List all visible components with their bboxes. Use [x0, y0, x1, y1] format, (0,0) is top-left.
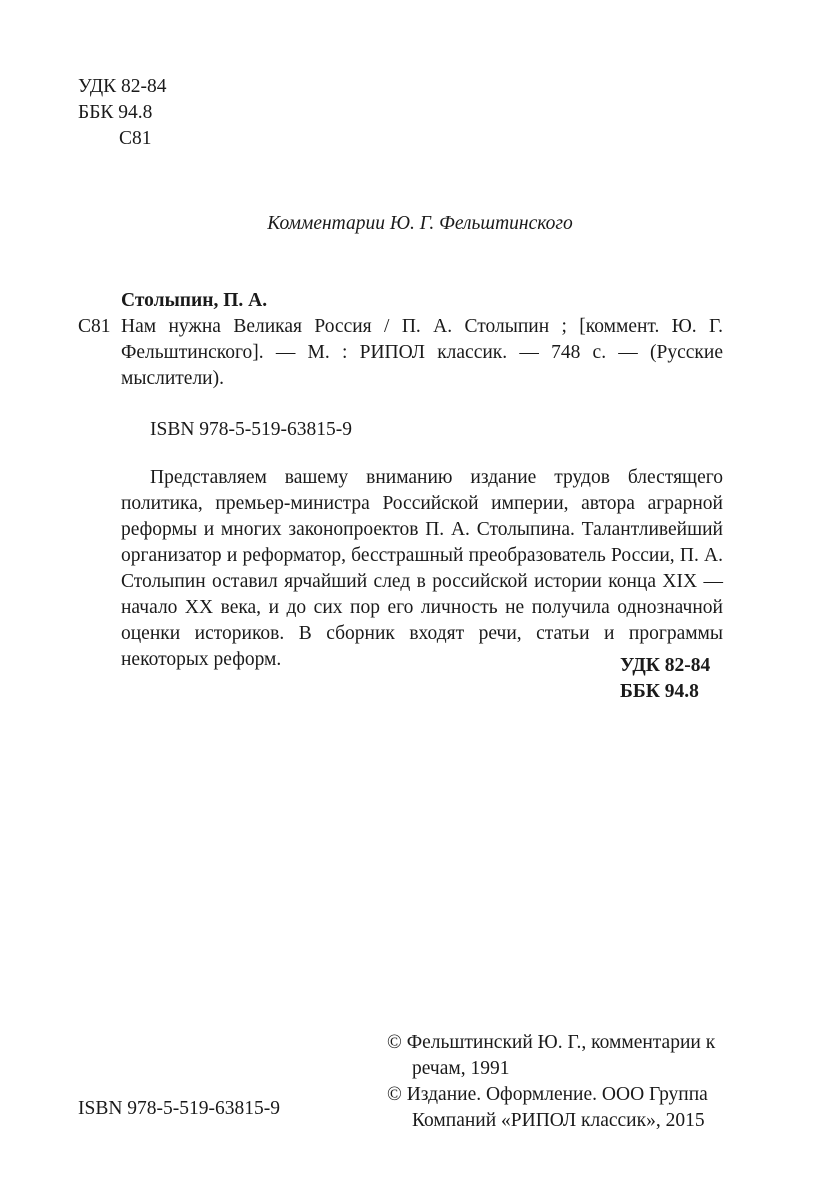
- classification-block: [78, 74, 167, 152]
- annotation: [121, 465, 723, 673]
- copyright-edition: © Издание. Оформление. ООО Группа Компаний «РИПОЛ классик», 2015: [387, 1084, 708, 1131]
- bibliographic-description: Нам нужна Великая Россия / П. А. Столыпин ; [коммент. Ю. Г. Фельштинского]. — М. : РИПОЛ классик. — 748 с. — (Русские мыслители).: [121, 316, 723, 389]
- udk-code: УДК 82-84: [78, 76, 167, 97]
- author-heading: Столыпин, П. А.: [121, 290, 268, 311]
- bottom-udk-code: УДК 82-84: [620, 655, 711, 676]
- bottom-bbk-code: ББК 94.8: [620, 681, 699, 702]
- bbk-code: ББК 94.8: [78, 102, 153, 123]
- annotation-text: Представляем вашему вниманию издание трудов блестящего политика, премьер-министра Российской империи, автора аграрной реформы и многих законопроектов П. А. Столыпина. Талантливейший организатор и реформатор, бесстрашный преобразователь России, П. А. Столыпин оставил ярчайший след в российской истории конца XIX — начало XX века, и до сих пор его личность не получила однозначной оценки историков. В сборник входят речи, статьи и программы некоторых реформ.: [121, 467, 723, 670]
- record-code-label: С81: [78, 316, 111, 337]
- bottom-classification-block: [620, 653, 710, 705]
- author-code: С81: [119, 128, 152, 149]
- copyright-block: [387, 1030, 717, 1134]
- commentary-credit: Комментарии Ю. Г. Фельштинского: [267, 213, 573, 234]
- footer-isbn: ISBN 978-5-519-63815-9: [78, 1098, 281, 1119]
- record-isbn: ISBN 978-5-519-63815-9: [150, 419, 353, 440]
- copyright-commentary: © Фельштинский Ю. Г., комментарии к речам, 1991: [387, 1032, 716, 1079]
